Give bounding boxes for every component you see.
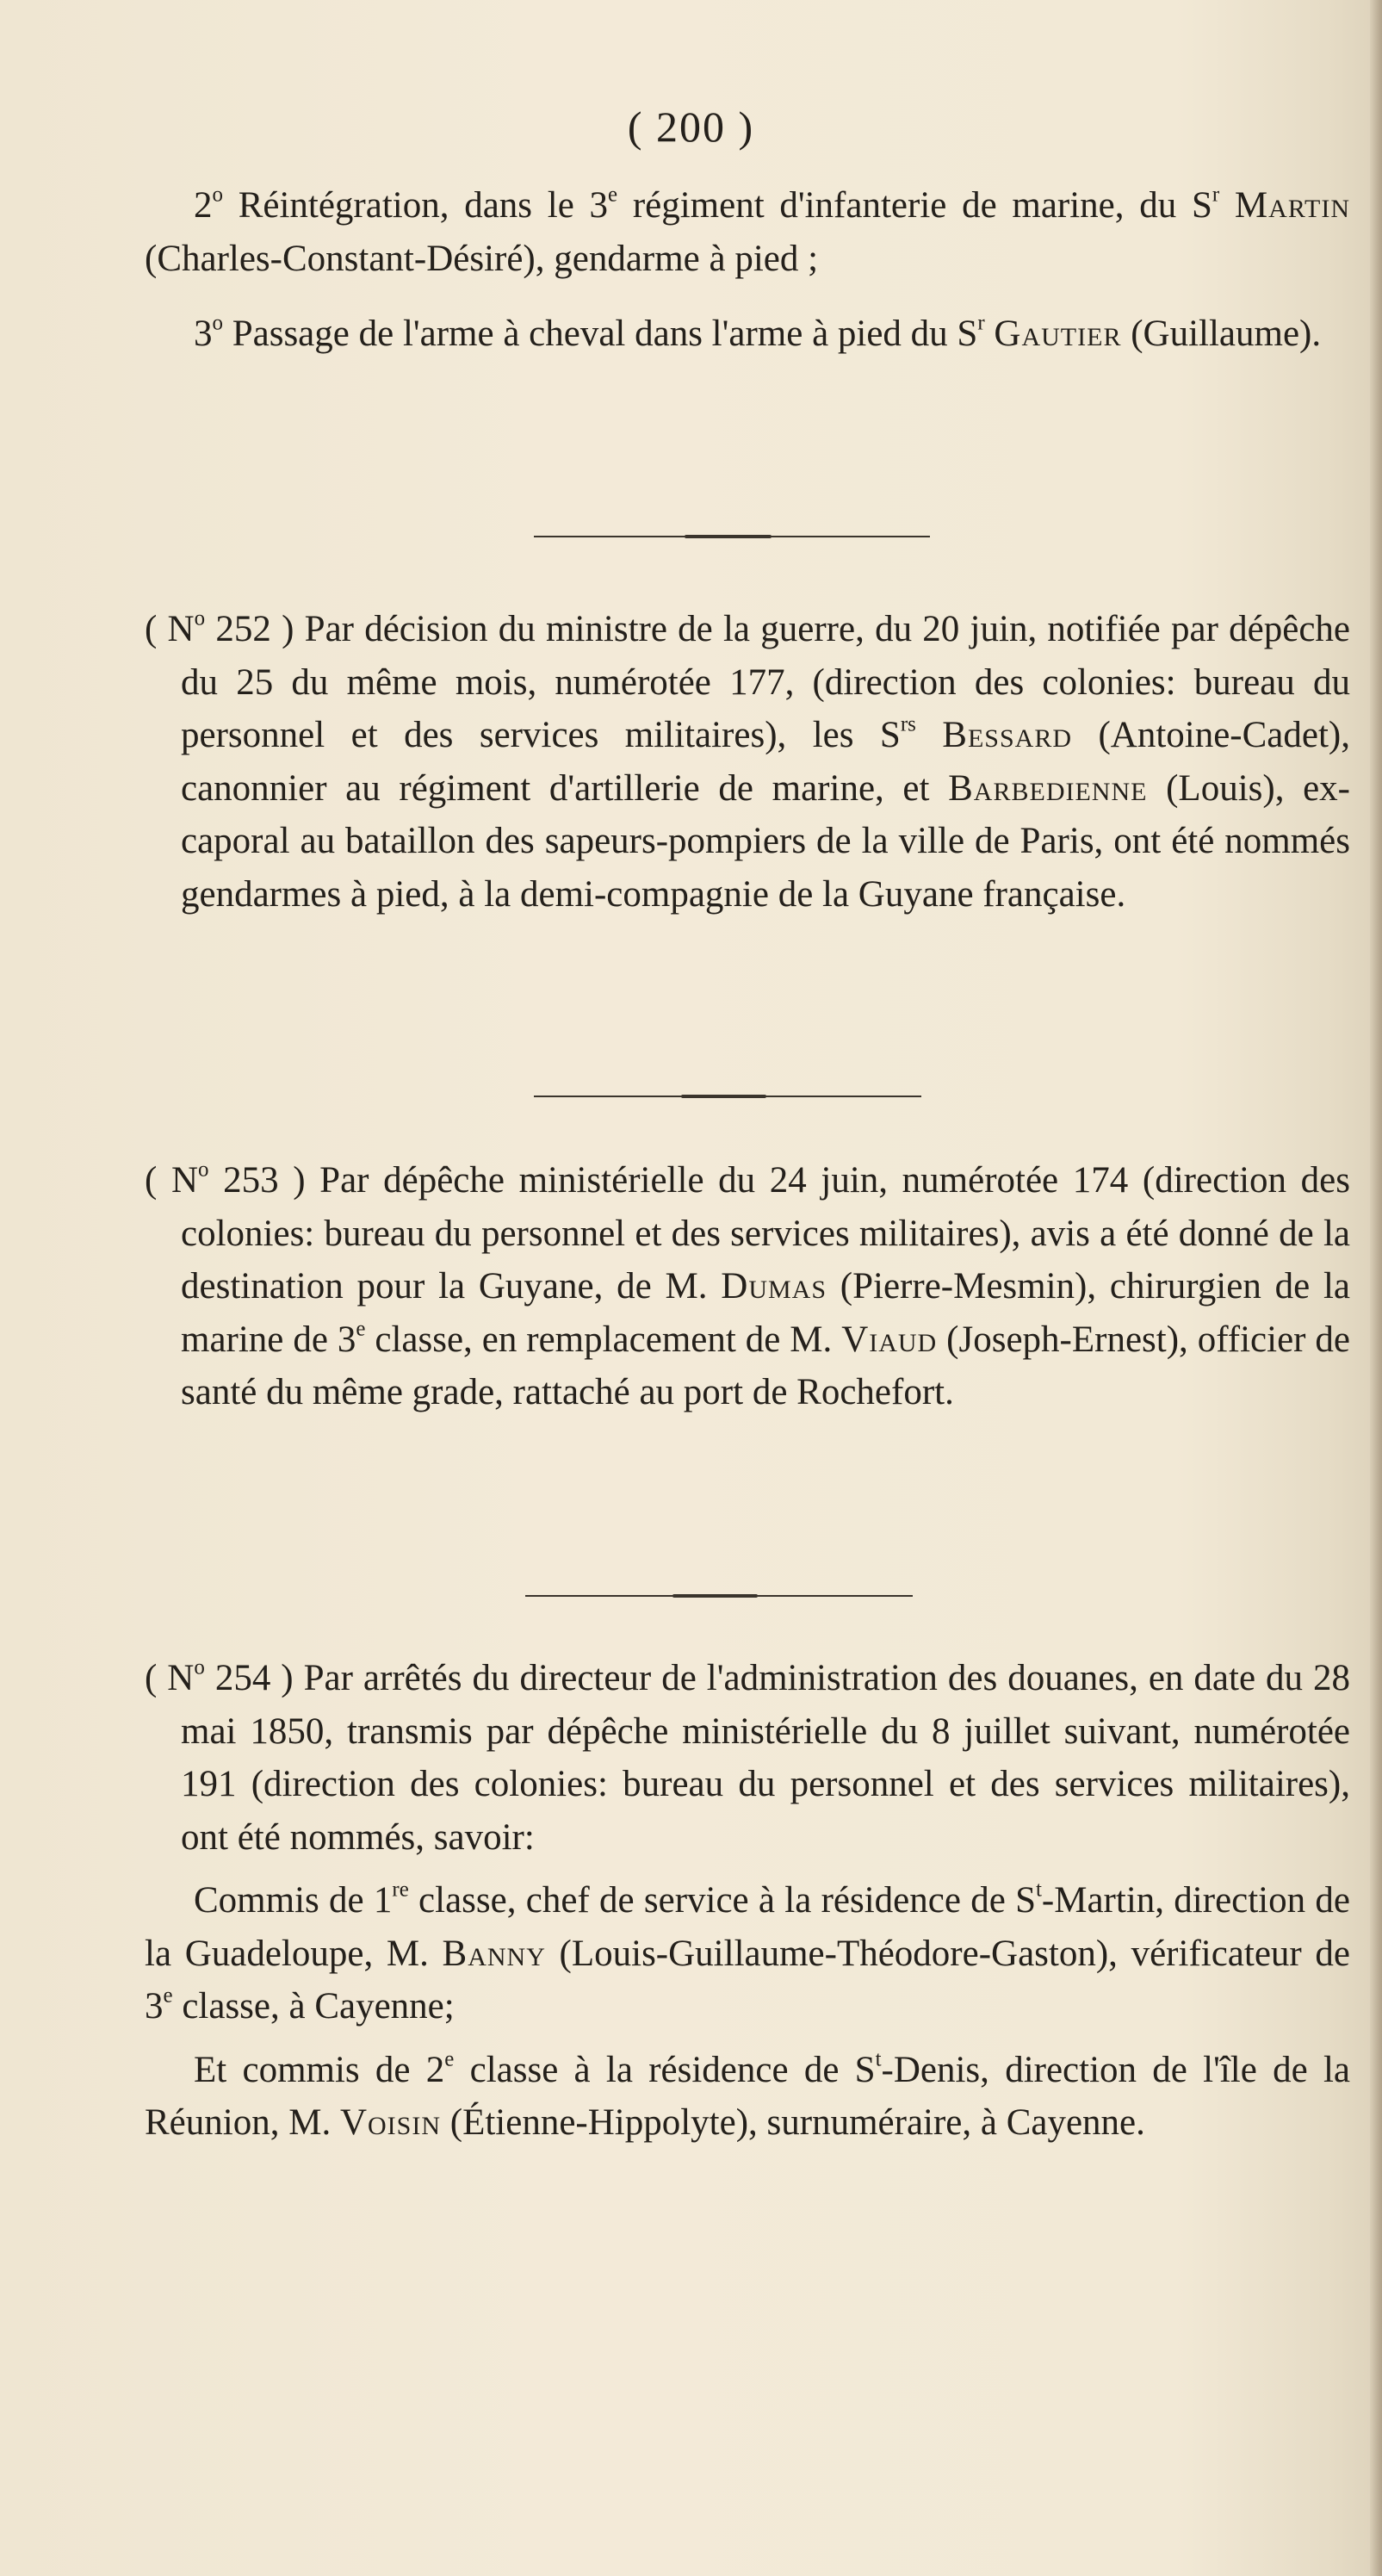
person-name: Banny bbox=[442, 1933, 546, 1974]
entry-253 bbox=[145, 1154, 1350, 1419]
section-divider bbox=[534, 1096, 921, 1097]
entry-number: ( $N^o$ 254 ) bbox=[145, 1655, 294, 1698]
page-number: ( 200 ) bbox=[627, 102, 755, 151]
entry-253-paragraph: ( $N^o$ 253 ) Par dépêche ministérielle du 24 juin, numérotée 174 (direction des colonies: bureau du personnel et des services militaires), avis a été donné de la destination pour la Guyane, de M. Dumas (Pierre-Mesmin), chirurgien de la marine de 3e classe, en remplacement de M. Viaud (Joseph-Ernest), officier de santé du même grade, rattaché au port de Rochefort. bbox=[145, 1158, 1350, 1412]
person-name: Gautier bbox=[994, 313, 1122, 354]
previous-section-continuation bbox=[145, 179, 1350, 361]
person-name: Martin bbox=[1234, 185, 1351, 226]
page-edge-shadow bbox=[1370, 0, 1382, 2576]
person-name: Viaud bbox=[841, 1319, 938, 1360]
person-name: Voisin bbox=[339, 2102, 442, 2143]
entry-254-commis-2e: Et commis de 2e classe à la résidence de $S^t$-Denis, direction de l'île de la Réunion, M. Voisin (Étienne-Hippolyte), surnuméraire, à Cayenne. bbox=[145, 2046, 1350, 2143]
entry-254-commis-1re: Commis de 1re classe, chef de service à la résidence de $S^t$-Martin, direction de la Guadeloupe, M. Banny (Louis-Guillaume-Théodore-Gaston), vérificateur de 3e classe, à Cayenne; bbox=[145, 1878, 1350, 2027]
entry-254-paragraph: ( $N^o$ 254 ) Par arrêtés du directeur de l'administration des douanes, en date du 28 mai 1850, transmis par dépêche ministérielle du 8 juillet suivant, numérotée 191 (direction des colonies: bureau du personnel et des services militaires), ont été nommés, savoir: bbox=[145, 1655, 1350, 1858]
entry-number: ( $N^o$ 253 ) bbox=[145, 1158, 306, 1201]
section-divider bbox=[525, 1595, 913, 1597]
entry-252 bbox=[145, 603, 1350, 921]
person-name: Dumas bbox=[721, 1266, 827, 1307]
person-name: Barbedienne bbox=[948, 767, 1148, 809]
person-name: Bessard bbox=[942, 715, 1073, 755]
entry-252-paragraph: ( $N^o$ 252 ) Par décision du ministre de la guerre, du 20 juin, notifiée par dépêche du 25 du même mois, numérotée 177, (direction des colonies: bureau du personnel et des services militaires), les $S^{rs}$ Bessard (Antoine-Cadet), canonnier au régiment d'artillerie de marine, et Barbedienne (Louis), ex-caporal au bataillon des sapeurs-pompiers de la ville de Paris, ont été nommés gendarmes à pied, à la demi-compagnie de la Guyane française. bbox=[145, 606, 1350, 915]
entry-number: ( $N^o$ 252 ) bbox=[145, 606, 294, 649]
item-2-paragraph: 2$^o$ Réintégration, dans le 3e régiment d'infanterie de marine, du $S^r$ Martin (Charles-Constant-Désiré), gendarme à pied ; bbox=[145, 183, 1351, 279]
entry-254 bbox=[145, 1652, 1350, 2150]
section-divider bbox=[534, 536, 930, 537]
item-3-paragraph: 3$^o$ Passage de l'arme à cheval dans l'arme à pied du $S^r$ Gautier (Guillaume). bbox=[194, 311, 1322, 354]
